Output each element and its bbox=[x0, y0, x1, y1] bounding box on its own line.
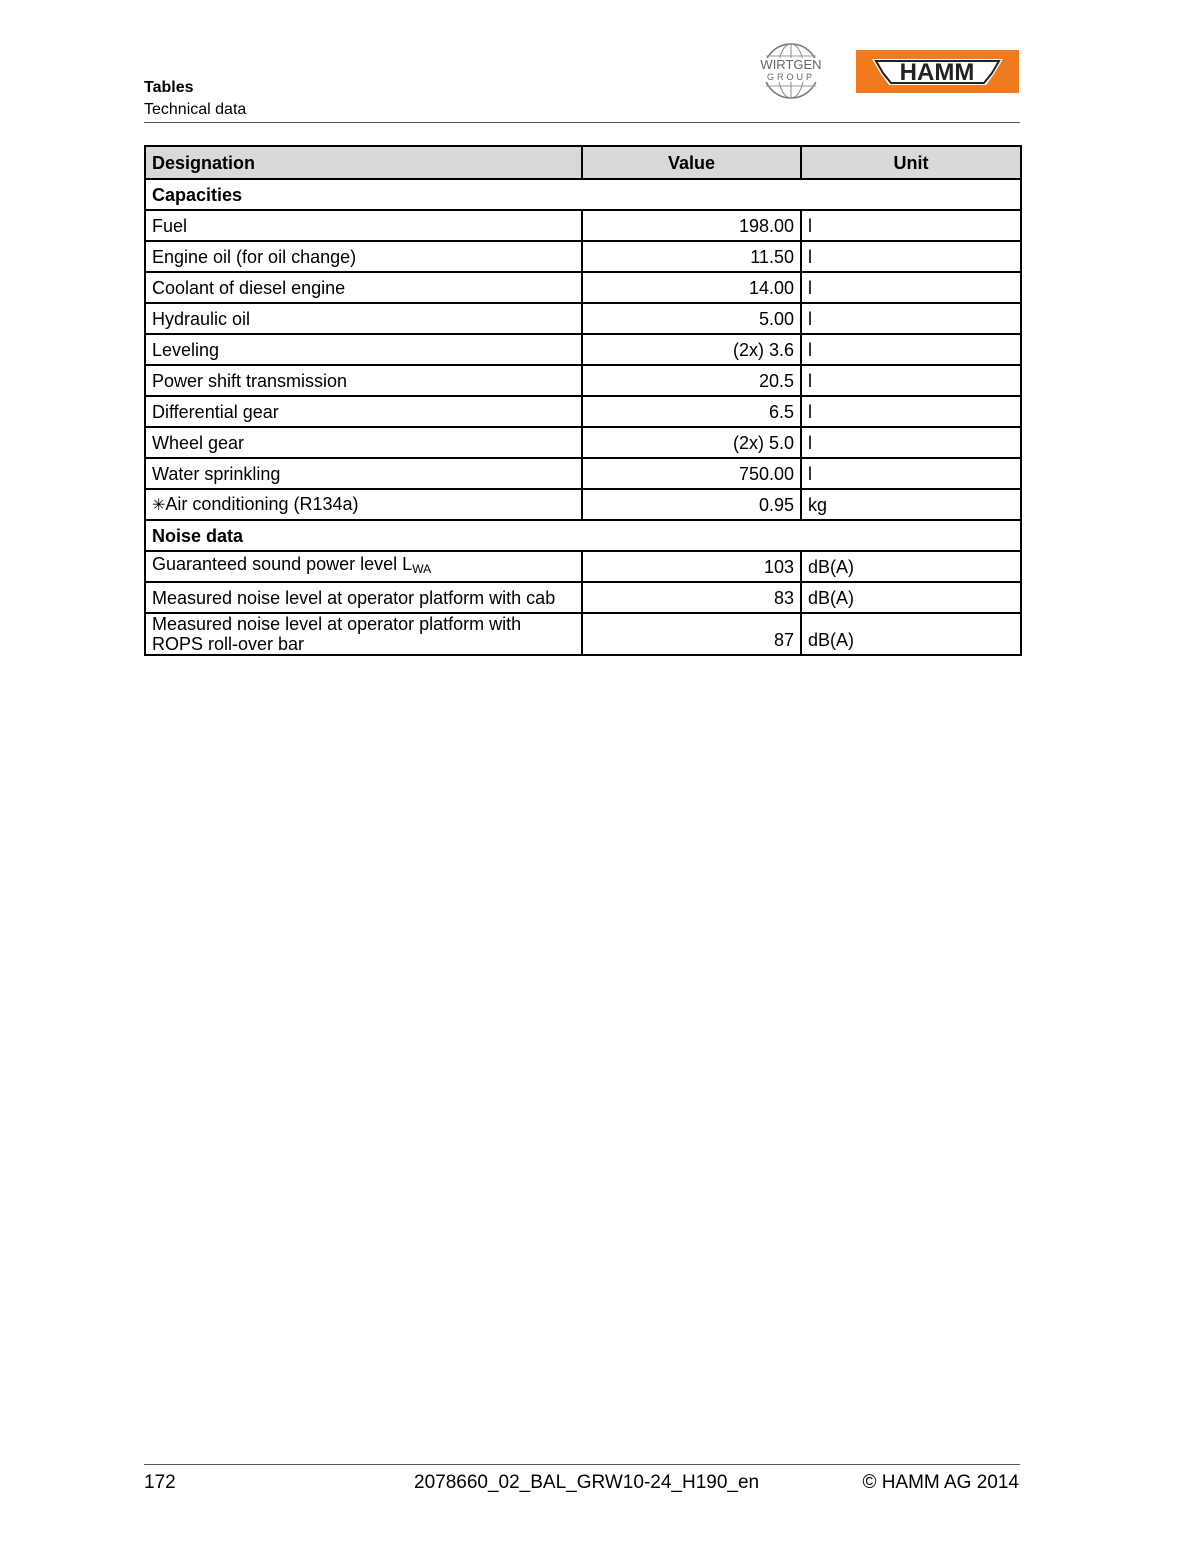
row-value: 750.00 bbox=[582, 458, 801, 489]
row-designation: Leveling bbox=[145, 334, 582, 365]
row-unit: kg bbox=[801, 489, 1021, 520]
section-title: Tables bbox=[144, 79, 194, 96]
row-value: 11.50 bbox=[582, 241, 801, 272]
row-value: 87 bbox=[582, 613, 801, 655]
row-designation: Coolant of diesel engine bbox=[145, 272, 582, 303]
row-designation: Fuel bbox=[145, 210, 582, 241]
row-value: 20.5 bbox=[582, 365, 801, 396]
row-unit: dB(A) bbox=[801, 582, 1021, 613]
row-unit: l bbox=[801, 241, 1021, 272]
group-row-noise-data bbox=[145, 520, 1021, 551]
row-unit: dB(A) bbox=[801, 613, 1021, 655]
table-row bbox=[145, 458, 1021, 489]
row-unit: l bbox=[801, 427, 1021, 458]
row-designation-text: Guaranteed sound power level L bbox=[152, 554, 413, 574]
document-id: 2078660_02_BAL_GRW10-24_H190_en bbox=[414, 1472, 760, 1493]
column-header-designation: Designation bbox=[145, 146, 582, 179]
row-designation: Measured noise level at operator platform with cab bbox=[145, 582, 582, 613]
page-number: 172 bbox=[144, 1472, 176, 1493]
copyright: © HAMM AG 2014 bbox=[862, 1472, 1019, 1493]
optional-equipment-icon: ✳ bbox=[152, 496, 166, 514]
wirtgen-group-logo bbox=[757, 42, 825, 100]
group-title: Noise data bbox=[145, 520, 1021, 551]
wirtgen-logo-text: WIRTGEN bbox=[760, 57, 822, 72]
header-divider bbox=[144, 122, 1020, 123]
row-value: 5.00 bbox=[582, 303, 801, 334]
row-designation-line: ROPS roll-over bar bbox=[152, 634, 305, 654]
row-designation-line: Measured noise level at operator platform with bbox=[152, 614, 522, 634]
row-unit: l bbox=[801, 303, 1021, 334]
row-value: 0.95 bbox=[582, 489, 801, 520]
section-subtitle: Technical data bbox=[144, 101, 247, 118]
hamm-logo-text: HAMM bbox=[899, 59, 975, 86]
table-row bbox=[145, 334, 1021, 365]
column-header-unit: Unit bbox=[801, 146, 1021, 179]
row-unit: dB(A) bbox=[801, 551, 1021, 582]
table-row bbox=[145, 613, 1021, 655]
row-unit: l bbox=[801, 272, 1021, 303]
table-row bbox=[145, 272, 1021, 303]
row-value: (2x) 3.6 bbox=[582, 334, 801, 365]
row-designation: Power shift transmission bbox=[145, 365, 582, 396]
table-header-row bbox=[145, 146, 1021, 179]
table-row bbox=[145, 241, 1021, 272]
hamm-logo bbox=[856, 50, 1019, 93]
table-row bbox=[145, 303, 1021, 334]
table-row bbox=[145, 427, 1021, 458]
row-unit: l bbox=[801, 396, 1021, 427]
table-row bbox=[145, 489, 1021, 520]
table-row bbox=[145, 551, 1021, 582]
row-unit: l bbox=[801, 210, 1021, 241]
row-value: 83 bbox=[582, 582, 801, 613]
row-unit: l bbox=[801, 458, 1021, 489]
row-value: 6.5 bbox=[582, 396, 801, 427]
row-designation: Water sprinkling bbox=[145, 458, 582, 489]
row-designation bbox=[145, 489, 582, 520]
row-designation: Engine oil (for oil change) bbox=[145, 241, 582, 272]
page-header bbox=[144, 78, 246, 120]
column-header-value: Value bbox=[582, 146, 801, 179]
row-designation: Wheel gear bbox=[145, 427, 582, 458]
row-value: 14.00 bbox=[582, 272, 801, 303]
row-designation bbox=[145, 551, 582, 582]
table-row bbox=[145, 210, 1021, 241]
footer-divider bbox=[144, 1464, 1020, 1465]
group-logo-text: GROUP bbox=[766, 72, 816, 82]
row-value: 103 bbox=[582, 551, 801, 582]
row-designation: Differential gear bbox=[145, 396, 582, 427]
row-designation: Hydraulic oil bbox=[145, 303, 582, 334]
group-title: Capacities bbox=[145, 179, 1021, 210]
table-row bbox=[145, 396, 1021, 427]
table-row bbox=[145, 365, 1021, 396]
row-designation bbox=[145, 613, 582, 655]
row-unit: l bbox=[801, 334, 1021, 365]
group-row-capacities bbox=[145, 179, 1021, 210]
table-row bbox=[145, 582, 1021, 613]
row-designation-text: Air conditioning (R134a) bbox=[165, 493, 359, 514]
technical-data-table bbox=[144, 145, 1022, 656]
row-designation-subscript: WA bbox=[412, 562, 432, 576]
row-value: (2x) 5.0 bbox=[582, 427, 801, 458]
row-unit: l bbox=[801, 365, 1021, 396]
row-value: 198.00 bbox=[582, 210, 801, 241]
